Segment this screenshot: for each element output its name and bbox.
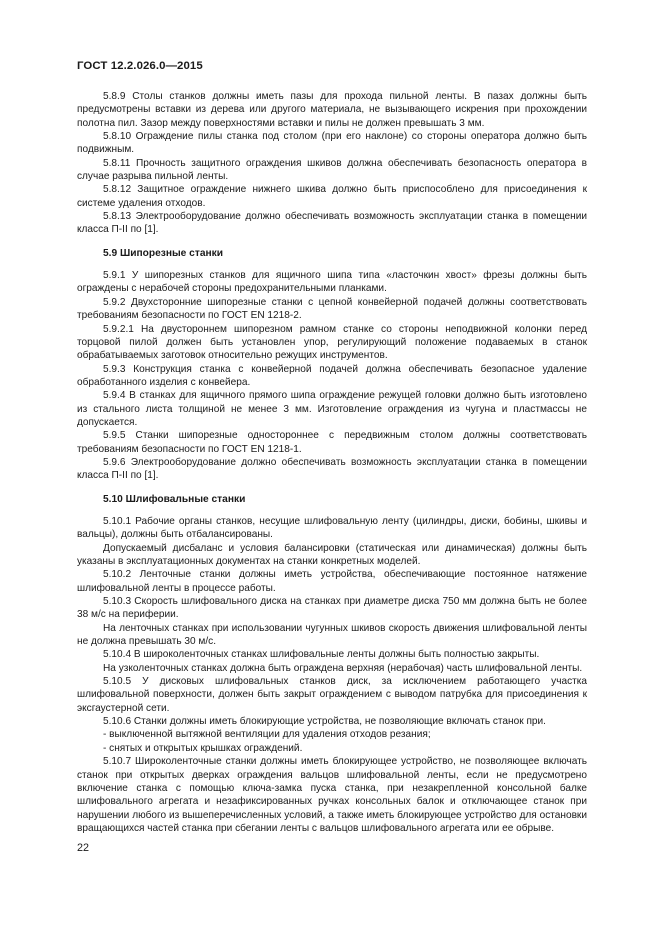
paragraph: Допускаемый дисбаланс и условия балансировки (статическая или динамическая) должны быть указаны в эксплуатационных документах на станки конкретных моделей. bbox=[77, 542, 587, 567]
paragraph: 5.9.6 Электрооборудование должно обеспечивать возможность эксплуатации станка в помещении класса П-II по [1]. bbox=[77, 456, 587, 482]
paragraph: 5.10.5 У дисковых шлифовальных станков диск, за исключением работающего участка шлифовальной поверхности, должен быть закрыт ограждением с выводом патрубка для присоединения к эксгаустерной сети. bbox=[77, 676, 587, 714]
paragraph: На узколенточных станках должна быть ограждена верхняя (нерабочая) часть шлифовальной ленты. bbox=[103, 662, 583, 674]
paragraph: 5.9.2 Двухсторонние шипорезные станки с цепной конвейерной подачей должны соответствовать требованиям безопасности по ГОСТ EN 1218-2. bbox=[77, 296, 587, 322]
paragraph: 5.9.5 Станки шипорезные одностороннее с передвижным столом должны соответствовать требованиям безопасности по ГОСТ EN 1218-1. bbox=[77, 430, 587, 455]
paragraph: 5.8.11 Прочность защитного ограждения шкивов должна обеспечивать безопасность оператора в случае разрыва пильной ленты. bbox=[77, 157, 587, 183]
page-number: 22 bbox=[77, 842, 90, 854]
paragraph: 5.10.1 Рабочие органы станков, несущие шлифовальную ленту (цилиндры, диски, бобины, шкивы и вальцы), должны быть отбалансированы. bbox=[77, 515, 587, 541]
document-header: ГОСТ 12.2.026.0—2015 bbox=[77, 60, 203, 72]
list-item: - выключенной вытяжной вентиляции для удаления отходов резания; bbox=[103, 729, 431, 741]
document-body bbox=[77, 90, 587, 835]
paragraph: 5.9.3 Конструкция станка с конвейерной подачей должна обеспечивать безопасное удаление обработанного изделия с конвейера. bbox=[77, 363, 587, 388]
paragraph: 5.8.10 Ограждение пилы станка под столом (при его наклоне) со стороны оператора должно быть подвижным. bbox=[77, 131, 587, 156]
section-heading: 5.9 Шипорезные станки bbox=[103, 247, 224, 259]
paragraph: 5.8.12 Защитное ограждение нижнего шкива должно быть приспособлено для присоединения к системе удаления отходов. bbox=[77, 184, 587, 209]
paragraph: 5.10.2 Ленточные станки должны иметь устройства, обеспечивающие постоянное натяжение шлифовальной ленты в процессе работы. bbox=[77, 569, 587, 594]
paragraph: На ленточных станках при использовании чугунных шкивов скорость движения шлифовальной ленты не должна превышать 30 м/с. bbox=[77, 622, 587, 648]
paragraph: 5.10.3 Скорость шлифовального диска на станках при диаметре диска 750 мм должна быть не более 38 м/с на периферии. bbox=[77, 596, 587, 621]
paragraph: 5.8.13 Электрооборудование должно обеспечивать возможность эксплуатации станка в помещении класса П-II по [1]. bbox=[77, 211, 587, 236]
paragraph: 5.9.2.1 На двустороннем шипорезном рамном станке со стороны неподвижной колонки перед торцовой пилой должен быть установлен упор, регулирующий положение подаваемых в станок обрабатываемых заготовок относительно режущих инструментов. bbox=[77, 323, 587, 362]
paragraph: 5.10.4 В широколенточных станках шлифовальные ленты должны быть полностью закрыты. bbox=[103, 649, 540, 661]
paragraph: 5.10.7 Широколенточные станки должны иметь блокирующее устройство, не позволяющее включать станок при открытых дверках ограждения вальцов шлифовальной ленты, если не предусмотрено включение станка с помощью ключа-замка пуска станка, при незакрепленной консольной балке шлифовального агрегата и незафиксированных ручках консольных балок и отключающее станок при нарушении любого из вышеперечисленных условий, а также иметь блокирующее устройство для остановки вращающихся частей станка при сбегании ленты с вальцов шлифовального агрегата или ее обрыве. bbox=[77, 756, 587, 834]
paragraph: 5.9.4 В станках для ящичного прямого шипа ограждение режущей головки должно быть изготовлено из стального листа толщиной не менее 3 мм. Изготовление ограждения из чугуна и пластмассы не допускается. bbox=[77, 390, 587, 428]
list-item: - снятых и открытых крышках ограждений. bbox=[103, 742, 303, 754]
paragraph: 5.9.1 У шипорезных станков для ящичного шипа типа «ласточкин хвост» фрезы должны быть ограждены с нерабочей стороны предохранительными планками. bbox=[77, 270, 587, 295]
paragraph: 5.8.9 Столы станков должны иметь пазы для прохода пильной ленты. В пазах должны быть предусмотрены вставки из дерева или другого материала, не вызывающего искрения при прохождении полотна пил. Зазор между поверхностями вставки и пилы не должен превышать 3 мм. bbox=[77, 91, 587, 129]
paragraph: 5.10.6 Станки должны иметь блокирующие устройства, не позволяющие включать станок при. bbox=[103, 716, 546, 728]
section-heading: 5.10 Шлифовальные станки bbox=[103, 493, 246, 505]
